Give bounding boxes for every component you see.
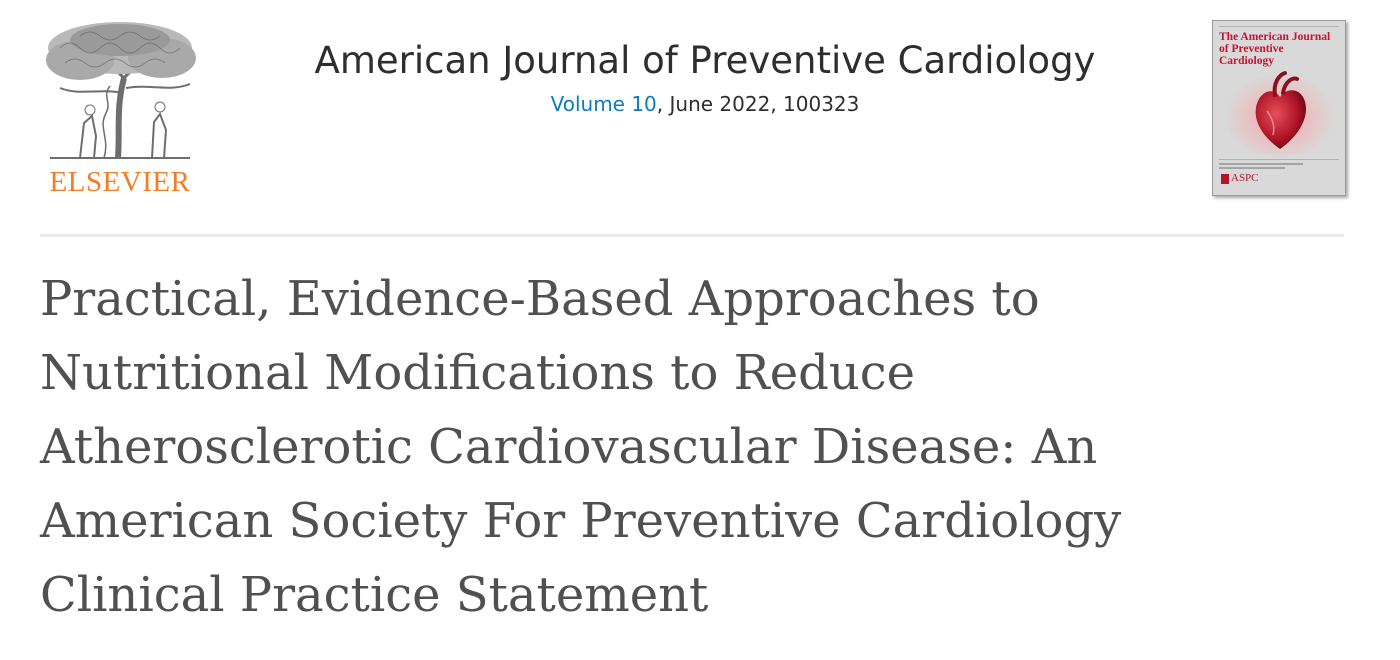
- elsevier-logo[interactable]: [40, 18, 200, 196]
- cover-footnote: [1219, 159, 1339, 169]
- cover-top-rule: [1219, 24, 1339, 27]
- journal-title-link[interactable]: American Journal of Preventive Cardiology: [314, 39, 1096, 82]
- issue-info: [300, 92, 1110, 116]
- cover-title: The American Journal of Preventive Cardiology: [1219, 31, 1331, 67]
- publisher-name: ELSEVIER: [49, 166, 191, 198]
- aspc-logo-icon: [1221, 174, 1229, 184]
- volume-link[interactable]: Volume 10: [550, 92, 657, 116]
- article-title-line: American Society For Preventive Cardiology: [40, 493, 1122, 549]
- article-title: [40, 262, 1370, 632]
- article-title-line: Atherosclerotic Cardiovascular Disease: An: [40, 419, 1098, 475]
- cover-society-badge: [1221, 173, 1259, 184]
- article-title-line: Nutritional Modifications to Reduce: [40, 345, 916, 401]
- journal-header: [300, 36, 1110, 116]
- issue-details: , June 2022, 100323: [656, 92, 860, 116]
- heart-icon: [1223, 61, 1337, 157]
- elsevier-tree-icon: [40, 18, 200, 164]
- cover-badge-text: ASPC: [1231, 172, 1259, 184]
- article-title-line: Clinical Practice Statement: [40, 567, 709, 623]
- journal-cover-thumbnail[interactable]: [1212, 20, 1346, 196]
- header-divider: [40, 234, 1344, 237]
- article-title-line: Practical, Evidence-Based Approaches to: [40, 271, 1040, 327]
